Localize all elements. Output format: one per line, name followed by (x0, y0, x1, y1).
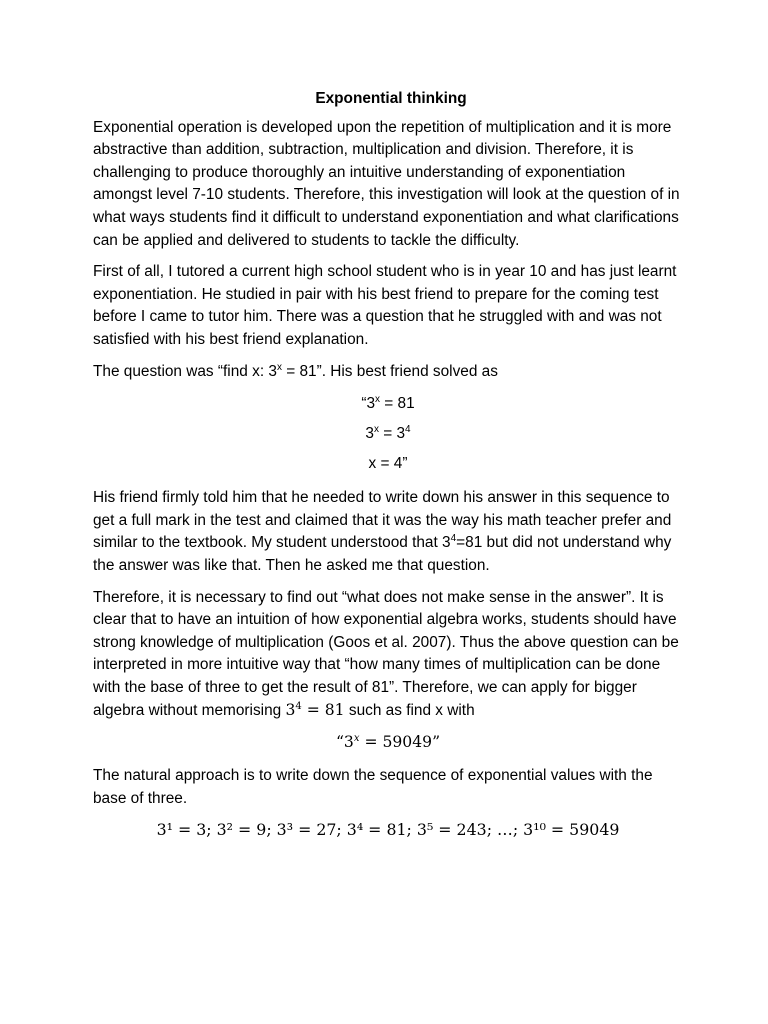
paragraph-friend-explanation (93, 487, 683, 577)
solution-l2-rhs-base: = 3 (378, 425, 406, 443)
document-body (93, 88, 683, 842)
solution-l2-rhs-exponent: 4 (405, 424, 411, 436)
solution-l1-result: = 81 (380, 395, 415, 413)
paragraph-question (93, 361, 683, 384)
question-exponent: x (276, 361, 282, 373)
power-sequence: 3¹ = 3; 3² = 9; 3³ = 27; 3⁴ = 81; 3⁵ = 243; …; 3¹⁰ = 59049 (156, 820, 620, 840)
inline-math-result: = 81 (301, 701, 345, 720)
document-title: Exponential thinking (315, 90, 467, 107)
paragraph-intro: Exponential operation is developed upon the repetition of multiplication and it is more abstractive than addition, subtraction, multiplication and division. Therefore, it is challenging to produce thoroughly an intuitive understanding of exponentiation amongst level 7-10 students. Therefore, this investigation will look at the question of in what ways students find it difficult to understand exponentiation and what clarifications can be applied and delivered to students to tackle the difficulty. (93, 118, 680, 249)
solution-line-3: x = 4” (368, 455, 408, 473)
centered-equation (93, 729, 683, 755)
solution-l1-exponent: x (375, 394, 380, 406)
analysis-tail: such as find x with (344, 702, 475, 720)
paragraph-tutoring: First of all, I tutored a current high school student who is in year 10 and has just learnt exponentiation. He studied in pair with his best friend to prepare for the coming test before I came to tutor him. There was a question that he struggled with and was not satisfied with his best friend explanation. (93, 263, 677, 348)
friend-solution (93, 389, 683, 479)
paragraph-approach: The natural approach is to write down the sequence of exponential values with the base of three. (93, 767, 653, 807)
solution-l2-exponent: x (373, 424, 379, 436)
inline-math-exponent: 4 (295, 701, 302, 713)
solution-l2-base: 3 (365, 425, 374, 443)
equation-exponent: x (353, 733, 360, 745)
equation-result: = 59049” (359, 733, 441, 752)
paragraph-analysis (93, 587, 683, 724)
inline-math (285, 701, 344, 719)
analysis-text: Therefore, it is necessary to find out “what does not make sense in the answer”. It is clear that to have an intuition of how exponential algebra works, students should have strong knowledge of multiplication (Goos et al. 2007). Thus the above question can be interpreted in more intuitive way that “how many times of multiplication can be done with the base of three to get the result of 81”. Therefore, we can apply for bigger algebra without memorising (93, 588, 679, 720)
question-text-after: = 81”. His best friend solved as (281, 362, 498, 380)
equation-base: “3 (335, 733, 354, 752)
solution-line-2 (93, 419, 683, 449)
friend-text-after: =81 but did not understand why the answer was like that. Then he asked me that question. (93, 534, 672, 574)
solution-l1-base: “3 (361, 395, 375, 413)
friend-exponent: 4 (450, 533, 457, 545)
solution-line-1 (93, 389, 683, 419)
inline-math-base: 3 (285, 701, 296, 720)
question-text-before: The question was “find x: 3 (93, 362, 277, 380)
friend-text-before: His friend firmly told him that he needed to write down his answer in this sequence to get a full mark in the test and claimed that it was the way his math teacher prefer and similar to the textbook. My student understood that 3 (93, 489, 672, 552)
